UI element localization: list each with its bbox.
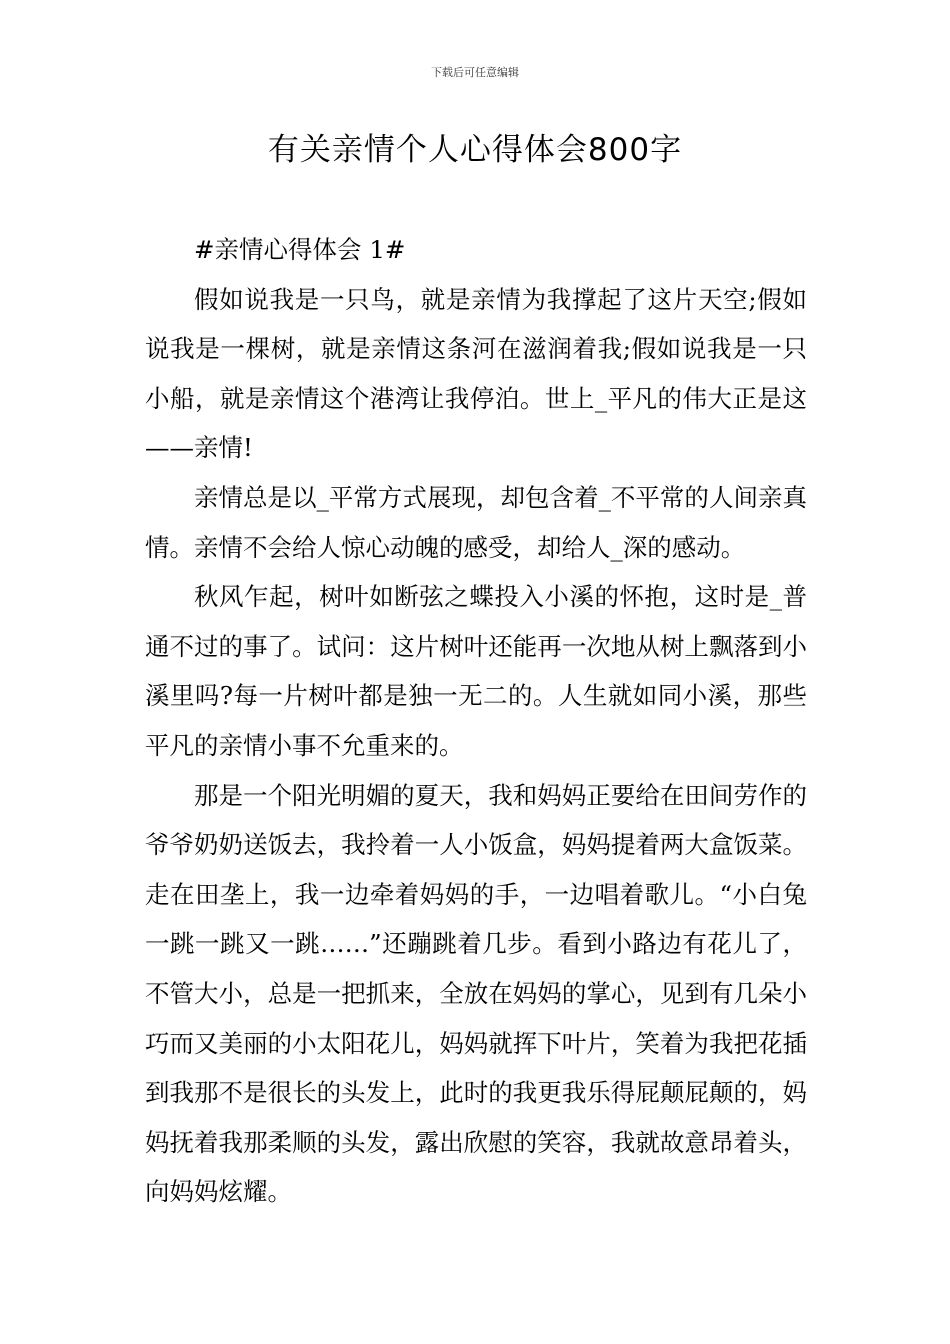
- paragraph: 假如说我是一只鸟，就是亲情为我撑起了这片天空;假如说我是一棵树，就是亲情这条河在滋润着我;假如说我是一只小船，就是亲情这个港湾让我停泊。世上_平凡的伟大正是这——亲情!: [145, 284, 807, 463]
- paragraph: 秋风乍起，树叶如断弦之蝶投入小溪的怀抱，这时是_普通不过的事了。试问：这片树叶还能再一次地从树上飘落到小溪里吗?每一片树叶都是独一无二的。人生就如同小溪，那些平凡的亲情小事不允重来的。: [145, 582, 807, 760]
- section-heading: #亲情心得体会 1#: [194, 235, 406, 264]
- document-title: 有关亲情个人心得体会800字: [267, 132, 683, 168]
- document-body: [145, 225, 807, 1217]
- paragraph: 那是一个阳光明媚的夏天，我和妈妈正要给在田间劳作的爷爷奶奶送饭去，我拎着一人小饭盒，妈妈提着两大盒饭菜。走在田垄上，我一边牵着妈妈的手，一边唱着歌儿。“小白兔一跳一跳又一跳……”还蹦跳着几步。看到小路边有花儿了，不管大小，总是一把抓来，全放在妈妈的掌心，见到有几朵小巧而又美丽的小太阳花儿，妈妈就挥下叶片，笑着为我把花插到我那不是很长的头发上，此时的我更我乐得屁颠屁颠的，妈妈抚着我那柔顺的头发，露出欣慰的笑容，我就故意昂着头，向妈妈炫耀。: [145, 780, 807, 1207]
- paragraph: 亲情总是以_平常方式展现，却包含着_不平常的人间亲真情。亲情不会给人惊心动魄的感受，却给人_深的感动。: [145, 482, 807, 562]
- header-note: 下载后可任意编辑: [431, 66, 519, 79]
